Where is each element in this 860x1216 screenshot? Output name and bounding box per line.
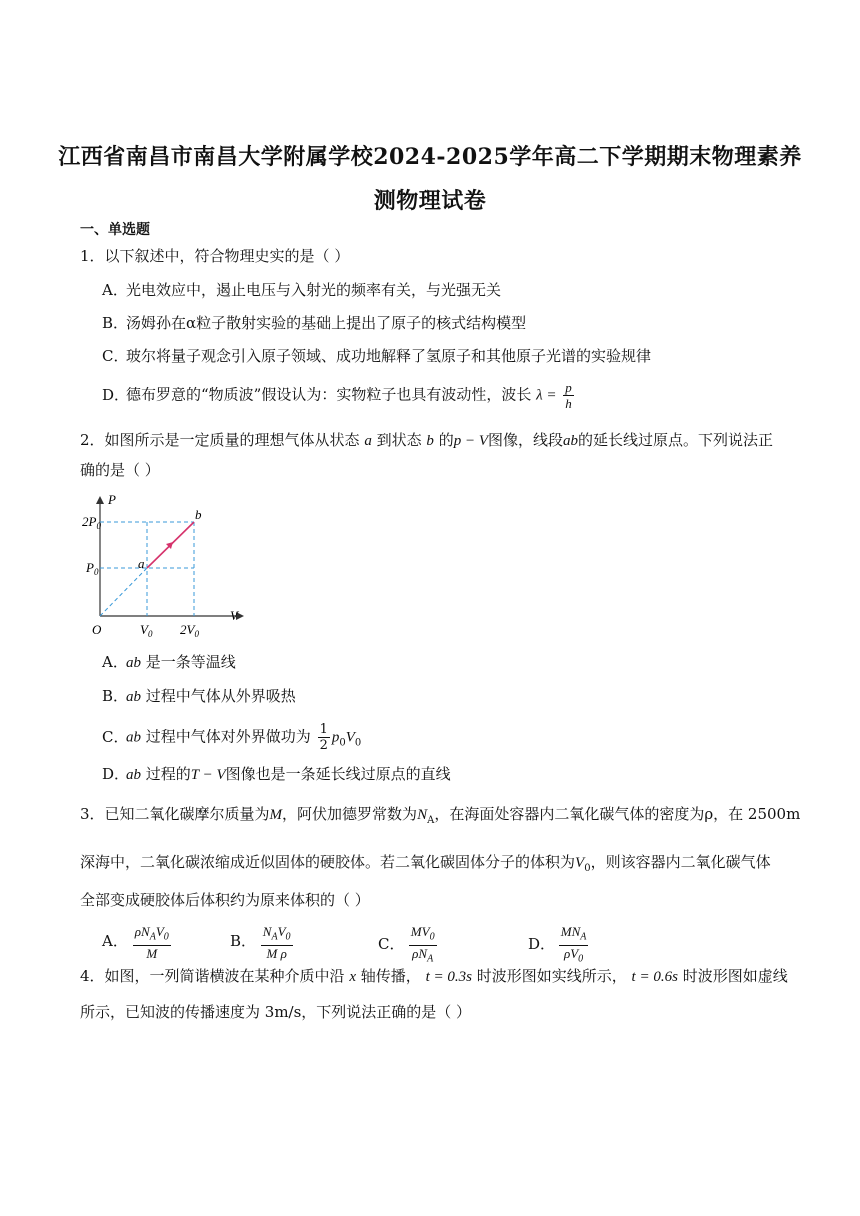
pv-graph	[84, 492, 254, 642]
question-1-option-a	[102, 280, 501, 300]
question-2-option-c: C．ab 过程中气体对外界做功为 $\frac{1}{2}$ $p_0V_0$	[102, 722, 362, 753]
question-2-stem: 2．如图所示是一定质量的理想气体从状态 a 到状态 b 的p − V图像，线段ab的延长线过原点。下列说法正	[80, 431, 774, 449]
option-label: B．	[102, 314, 129, 332]
question-1-stem: 1．以下叙述中，符合物理史实的是（ ）	[80, 247, 350, 265]
question-2-stem-line2: 确的是（ ）	[80, 461, 160, 479]
label-2p0: $2P_0$	[82, 514, 101, 531]
axis-v-label: V	[230, 608, 238, 623]
question-3-line2: 深海中，二氧化碳浓缩成近似固体的硬胶体。若二氧化碳固体分子的体积为$V_0$，则该容器内二氧化碳气体	[80, 853, 771, 874]
question-1-option-b	[102, 313, 526, 333]
question-3-line3: 全部变成硬胶体后体积约为原来体积的（ ）	[80, 891, 370, 909]
question-2-option-b: B．ab 过程中气体从外界吸热	[102, 687, 296, 705]
label-v0: $V_0$	[140, 622, 153, 639]
label-p0: $P_0$	[86, 560, 99, 577]
point-a-label: a	[138, 556, 145, 571]
origin-label: O	[92, 622, 102, 637]
p-axis-arrow	[96, 496, 104, 504]
option-text: 玻尔将量子观念引入原子领域、成功地解释了氢原子和其他原子光谱的实验规律	[126, 347, 652, 365]
lambda-symbol: λ =	[536, 387, 557, 404]
section-heading: 一、单选题	[80, 222, 150, 238]
question-2-option-d: D．ab 过程的T − V图像也是一条延长线过原点的直线	[102, 765, 451, 783]
extension-line	[100, 568, 147, 616]
option-text: 汤姆孙在α粒子散射实验的基础上提出了原子的核式结构模型	[126, 314, 527, 332]
question-1-option-d	[102, 380, 576, 411]
question-3-option-c: C． $\frac{MV_0}{\rho N_A}$	[378, 924, 435, 965]
question-3-option-b: B． $\frac{N_AV_0}{\text{M ρ}}$	[230, 924, 291, 961]
question-3-line1: 3．已知二氧化碳摩尔质量为M，阿伏加德罗常数为$N_A$，在海面处容器内二氧化碳气体的密度为ρ，在 2500m	[80, 805, 801, 826]
option-text: 德布罗意的“物质波”假设认为：实物粒子也具有波动性，波长	[126, 385, 532, 404]
option-label: C．	[102, 347, 129, 365]
work-fraction: $\frac{1}{2}$	[319, 722, 328, 753]
label-2v0: $2V_0$	[180, 622, 199, 639]
question-4-line1: 4．如图，一列简谐横波在某种介质中沿 x 轴传播， t = 0.3s 时波形图如实线所示， t = 0.6s 时波形图如虚线	[80, 967, 788, 985]
option-label: D．	[102, 385, 130, 404]
question-3-option-a: A． $\frac{\rho N_AV_0}{M}$	[102, 924, 169, 961]
axis-p-label: P	[108, 492, 116, 507]
question-4-line2: 所示，已知波的传播速度为 3m/s，下列说法正确的是（ ）	[80, 1003, 472, 1021]
option-label: A．	[102, 281, 128, 299]
question-1-option-c	[102, 346, 651, 366]
question-3-option-d: D． $\frac{MN_A}{\rho V_0}$	[528, 924, 587, 965]
wavelength-fraction: $\frac{p}{h}$	[565, 380, 572, 411]
point-b-label: b	[195, 507, 202, 522]
option-text: 光电效应中，遏止电压与入射光的频率有关，与光强无关	[126, 281, 502, 299]
exam-title-line1: 江西省南昌市南昌大学附属学校2024-2025学年高二下学期期末物理素养	[58, 144, 802, 170]
exam-title-line2: 测物理试卷	[373, 188, 487, 214]
question-2-option-a: A．ab 是一条等温线	[102, 653, 236, 671]
